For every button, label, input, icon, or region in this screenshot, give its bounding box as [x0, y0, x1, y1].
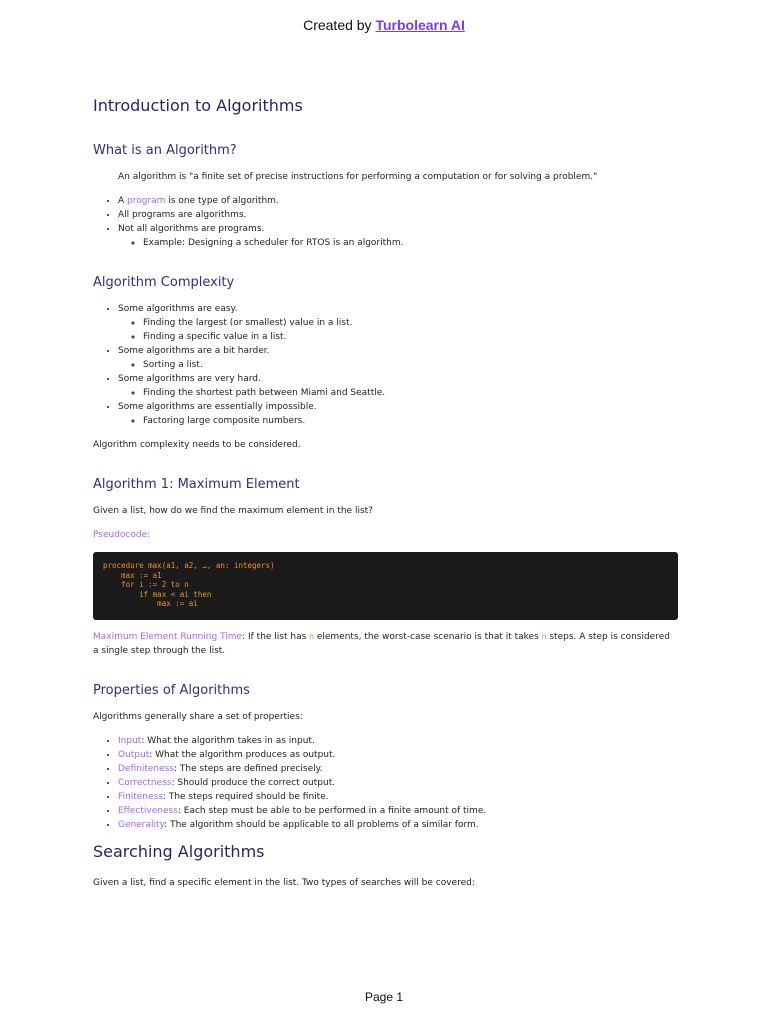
properties-intro: Algorithms generally share a set of properties:: [93, 712, 303, 722]
list-item-text: is one type of algorithm.: [165, 196, 279, 206]
heading-max-element: Algorithm 1: Maximum Element: [93, 477, 300, 492]
pseudocode-block: procedure max(a1, a2, …, an: integers) max := a1 for i := 2 to n if max < ai then max := ai: [93, 552, 678, 620]
list-item-text: Not all algorithms are programs.: [118, 224, 265, 234]
pseudocode-label: Pseudocode:: [93, 530, 151, 540]
sub-list-item: ◦ Finding the shortest path between Miami and Seattle.: [143, 386, 678, 400]
algorithm-definition-quote: An algorithm is "a finite set of precise instructions for performing a computation or for solving a problem.": [118, 172, 598, 182]
list-item: [118, 222, 678, 250]
property-desc: : The steps required should be finite.: [162, 792, 329, 802]
searching-intro: Given a list, find a specific element in the list. Two types of searches will be covered:: [93, 878, 475, 888]
property-desc: : Each step must be able to be performed in a finite amount of time.: [177, 806, 487, 816]
property-term: Output: [118, 750, 150, 760]
list-item-text: Some algorithms are essentially impossible.: [118, 402, 317, 412]
sub-list-item: ◦ Finding a specific value in a list.: [143, 330, 678, 344]
sub-list-item: ◦ Factoring large composite numbers.: [143, 414, 678, 428]
property-item: [118, 804, 678, 818]
property-item: [118, 748, 678, 762]
page-header: [0, 17, 768, 33]
property-desc: : Should produce the correct output.: [171, 778, 336, 788]
property-term: Definiteness: [118, 764, 175, 774]
complexity-list: [93, 302, 678, 428]
doc-title: Introduction to Algorithms: [93, 96, 303, 115]
property-desc: : The algorithm should be applicable to all problems of a similar form.: [164, 820, 479, 830]
list-item: [118, 194, 678, 208]
property-term: Correctness: [118, 778, 172, 788]
property-term: Input: [118, 736, 142, 746]
list-item-text: Some algorithms are very hard.: [118, 374, 261, 384]
property-term: Generality: [118, 820, 165, 830]
list-item-text: A: [118, 196, 128, 206]
sub-list: [118, 236, 678, 250]
n-variable: n: [541, 632, 547, 641]
turbolearn-link[interactable]: Turbolearn AI: [375, 17, 465, 33]
sub-list: [118, 358, 678, 372]
heading-properties: Properties of Algorithms: [93, 683, 250, 698]
running-time-paragraph: [93, 630, 678, 658]
n-variable: n: [309, 632, 314, 641]
max-element-question: Given a list, how do we find the maximum element in the list?: [93, 506, 373, 516]
algorithm-facts-list: [93, 194, 678, 250]
property-item: [118, 776, 678, 790]
sub-list-item: ◦ Sorting a list.: [143, 358, 678, 372]
list-item: • All programs are algorithms.: [118, 208, 678, 222]
running-time-text: : If the list has: [242, 632, 310, 642]
program-term: program: [127, 196, 166, 206]
list-item-text: Some algorithms are easy.: [118, 304, 238, 314]
properties-list: [93, 734, 678, 832]
property-desc: : What the algorithm produces as output.: [149, 750, 336, 760]
heading-searching-algorithms: Searching Algorithms: [93, 842, 265, 861]
property-item: [118, 818, 678, 832]
property-item: [118, 790, 678, 804]
running-time-text: steps. A step is considered a single step through the list.: [93, 632, 670, 656]
property-item: [118, 734, 678, 748]
list-item: [118, 400, 678, 428]
running-time-label: Maximum Element Running Time: [93, 632, 243, 642]
document-content: [93, 94, 678, 900]
sub-list-item: ◦ Finding the largest (or smallest) value in a list.: [143, 316, 678, 330]
heading-what-is-algorithm: What is an Algorithm?: [93, 143, 237, 158]
property-desc: : The steps are defined precisely.: [174, 764, 323, 774]
created-by-text: Created by: [303, 17, 376, 33]
list-item: [118, 372, 678, 400]
page-number: Page 1: [364, 990, 404, 1004]
list-item-text: Some algorithms are a bit harder.: [118, 346, 270, 356]
property-item: [118, 762, 678, 776]
list-item: [118, 344, 678, 372]
property-term: Effectiveness: [118, 806, 178, 816]
sub-list-item: ◦ Example: Designing a scheduler for RTOS is an algorithm.: [143, 236, 678, 250]
complexity-note: Algorithm complexity needs to be considered.: [93, 440, 301, 450]
sub-list: [118, 386, 678, 400]
heading-algorithm-complexity: Algorithm Complexity: [93, 275, 235, 290]
property-term: Finiteness: [118, 792, 163, 802]
running-time-text: elements, the worst-case scenario is that it takes: [313, 632, 542, 642]
list-item: [118, 302, 678, 344]
sub-list: [118, 414, 678, 428]
property-desc: : What the algorithm takes in as input.: [141, 736, 315, 746]
sub-list: [118, 316, 678, 344]
